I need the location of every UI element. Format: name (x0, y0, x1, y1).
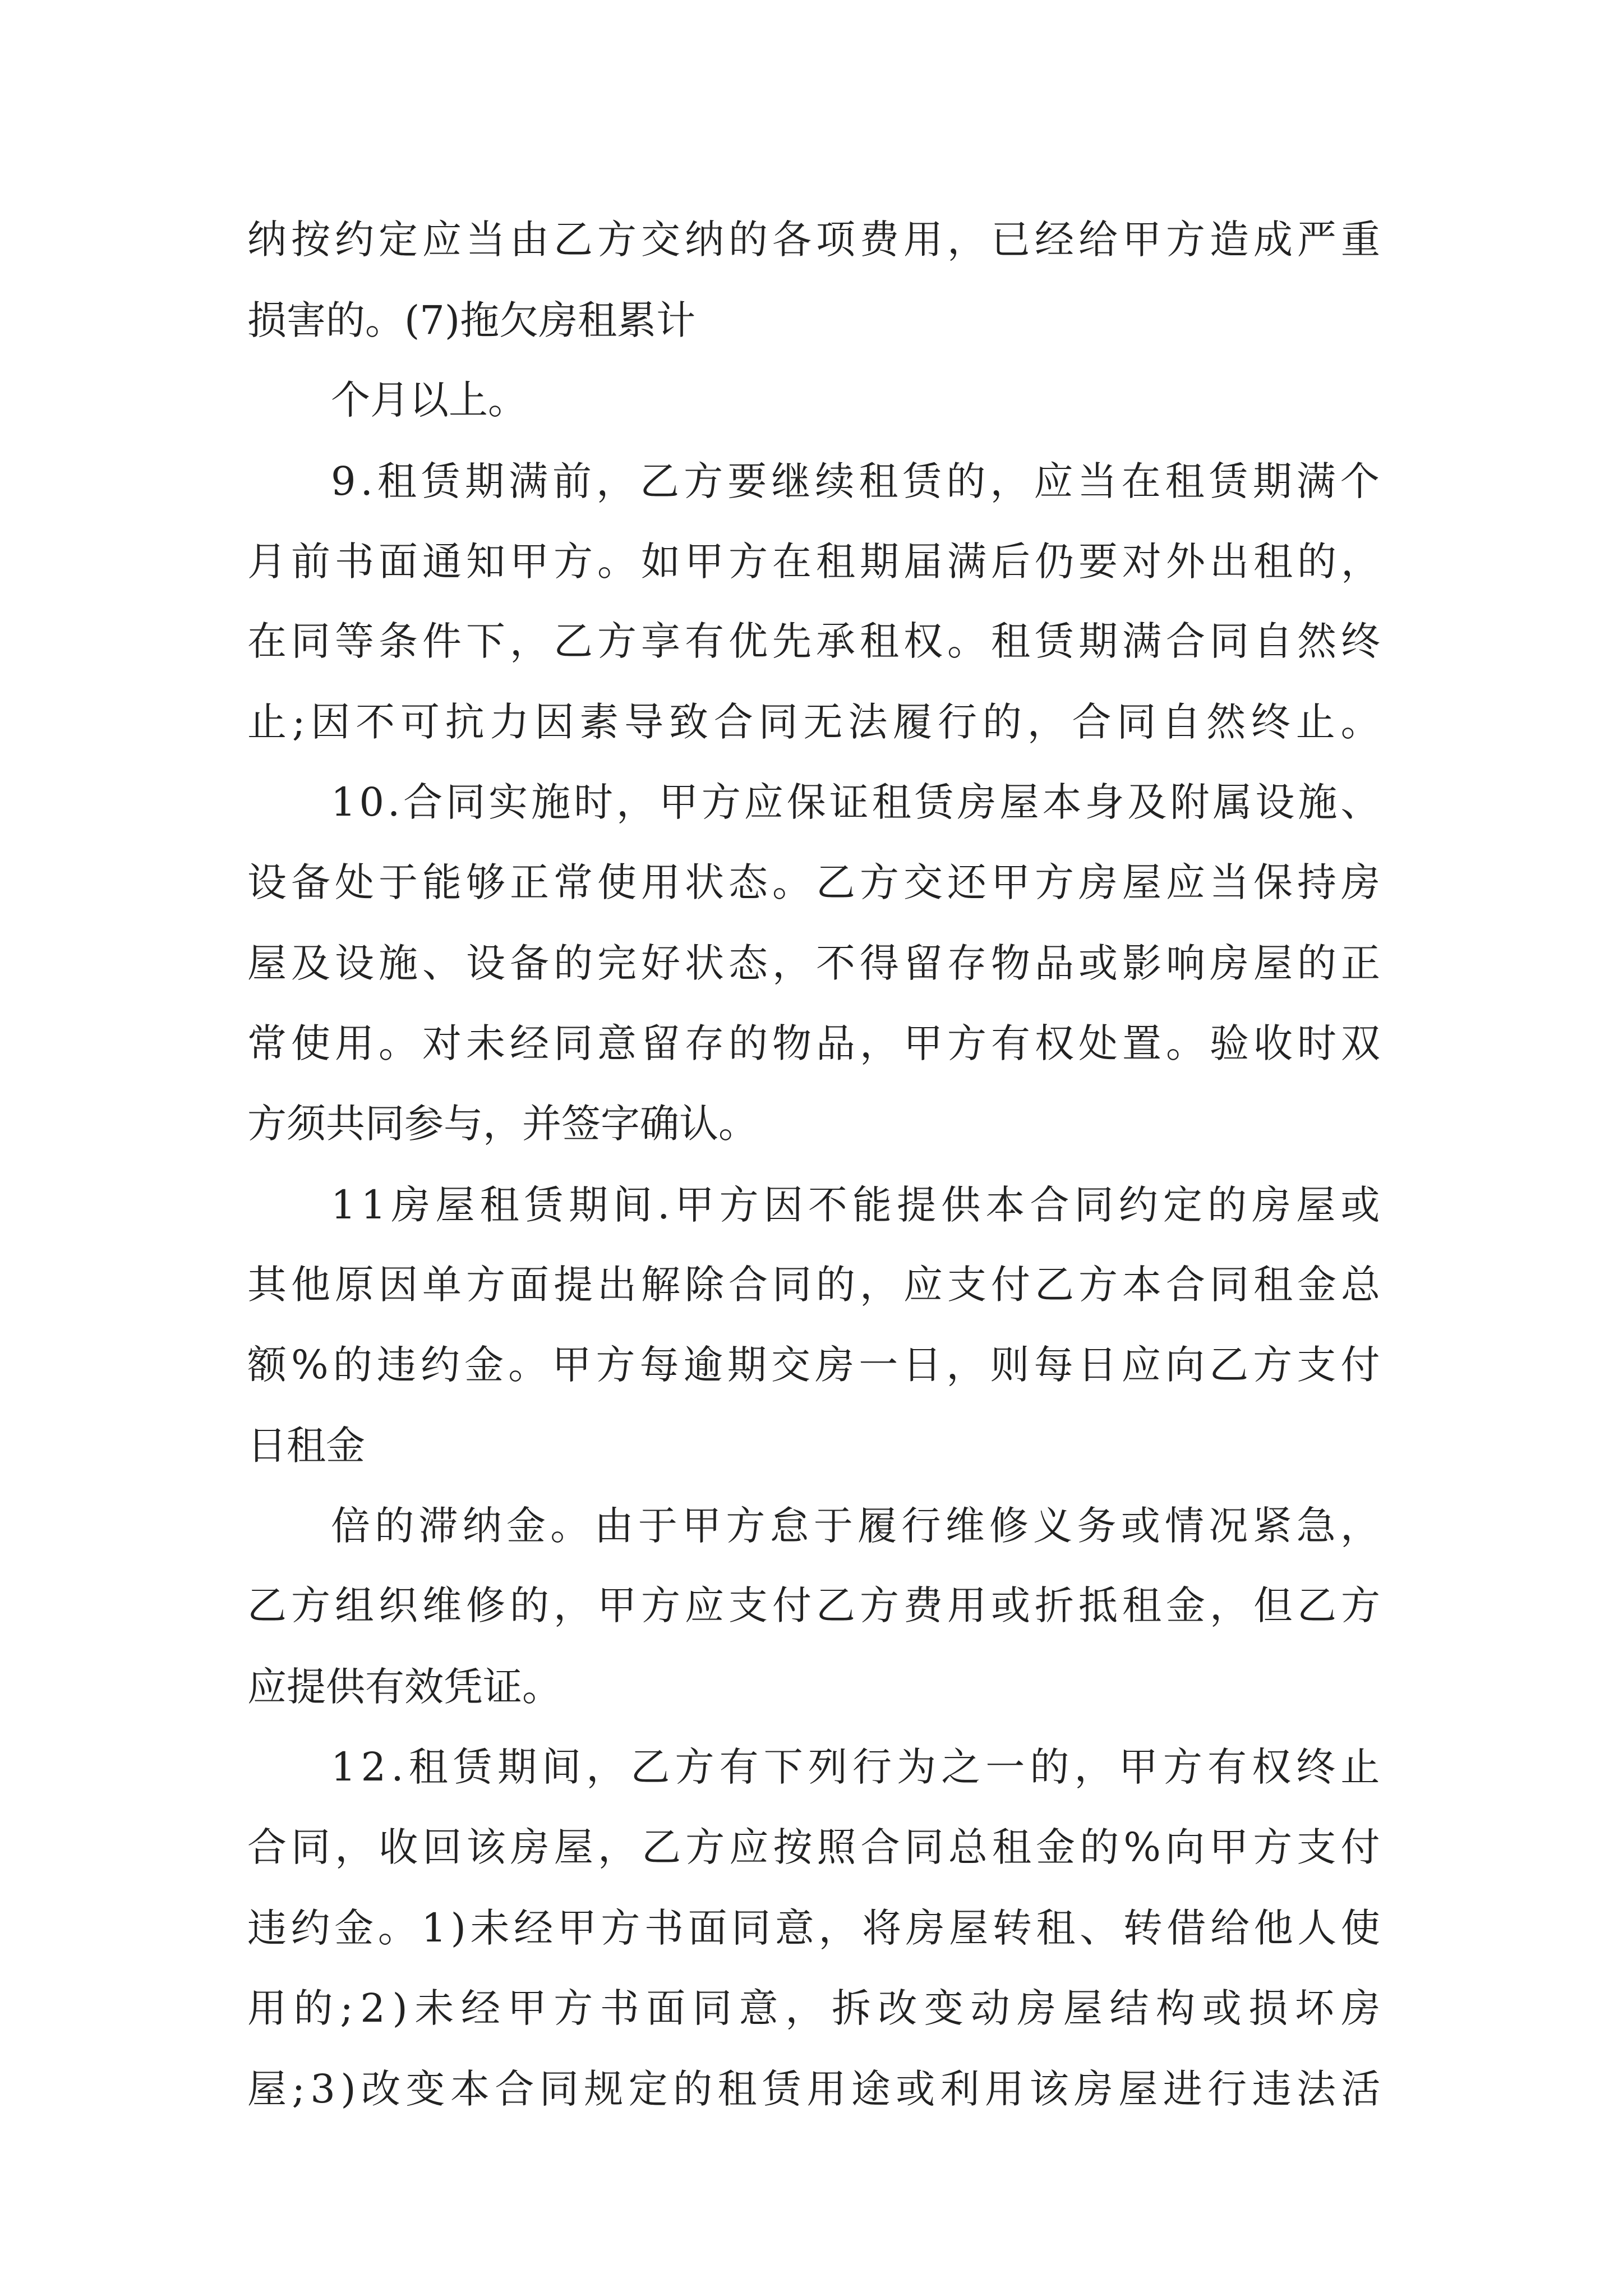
paragraph-line: 止;因不可抗力因素导致合同无法履行的，合同自然终止。 (247, 699, 1386, 745)
paragraph-line: 合同，收回该房屋，乙方应按照合同总租金的%向甲方支付 (247, 1824, 1385, 1870)
paragraph-line: 纳按约定应当由乙方交纳的各项费用，已经给甲方造成严重 (247, 217, 1385, 263)
paragraph-line: 违约金。1)未经甲方书面同意，将房屋转租、转借给他人使 (247, 1905, 1385, 1951)
paragraph-line: 方须共同参与，并签字确认。 (247, 1101, 758, 1147)
paragraph-line: 日租金 (247, 1423, 365, 1469)
clause-9-first-line: 9.租赁期满前，乙方要继续租赁的，应当在租赁期满个 (331, 458, 1384, 504)
paragraph-line: 设备处于能够正常使用状态。乙方交还甲方房屋应当保持房 (247, 859, 1385, 905)
paragraph-line: 其他原因单方面提出解除合同的，应支付乙方本合同租金总 (247, 1262, 1385, 1308)
paragraph-line: 损害的。(7)拖欠房租累计 (247, 297, 696, 343)
paragraph-line: 倍的滞纳金。由于甲方怠于履行维修义务或情况紧急， (331, 1503, 1385, 1549)
clause-11-first-line: 11房屋租赁期间.甲方因不能提供本合同约定的房屋或 (331, 1182, 1385, 1228)
clause-12-first-line: 12.租赁期间，乙方有下列行为之一的，甲方有权终止 (331, 1744, 1385, 1790)
paragraph-line: 月前书面通知甲方。如甲方在租期届满后仍要对外出租的， (247, 539, 1385, 585)
paragraph-line: 常使用。对未经同意留存的物品，甲方有权处置。验收时双 (247, 1020, 1385, 1066)
paragraph-line: 个月以上。 (331, 377, 527, 423)
paragraph-line: 乙方组织维修的，甲方应支付乙方费用或折抵租金，但乙方 (247, 1582, 1385, 1628)
paragraph-line: 屋及设施、设备的完好状态，不得留存物品或影响房屋的正 (247, 940, 1385, 986)
paragraph-line: 用的;2)未经甲方书面同意，拆改变动房屋结构或损坏房 (247, 1985, 1388, 2031)
paragraph-line: 在同等条件下，乙方享有优先承租权。租赁期满合同自然终 (247, 618, 1385, 664)
paragraph-line: 应提供有效凭证。 (247, 1664, 561, 1710)
paragraph-line: 额%的违约金。甲方每逾期交房一日，则每日应向乙方支付 (247, 1342, 1385, 1388)
paragraph-line: 屋;3)改变本合同规定的租赁用途或利用该房屋进行违法活 (247, 2066, 1386, 2112)
clause-10-first-line: 10.合同实施时，甲方应保证租赁房屋本身及附属设施、 (331, 779, 1384, 825)
